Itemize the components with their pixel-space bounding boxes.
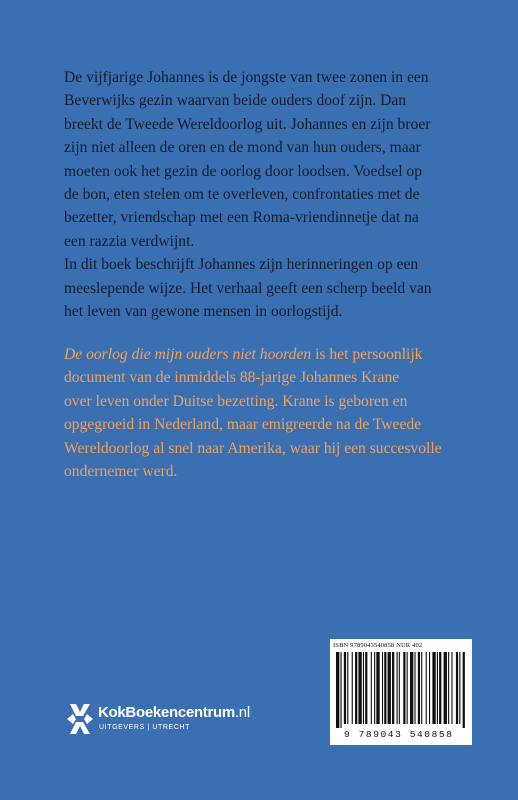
- barcode-bar: [432, 652, 435, 724]
- barcode-bar: [358, 652, 361, 724]
- barcode-bar: [365, 652, 367, 724]
- barcode-bar: [363, 652, 364, 724]
- intro-line: breekt de Tweede Wereldoorlog uit. Johannes en zijn broer: [64, 115, 431, 133]
- intro-line: De vijfjarige Johannes is de jongste van twee zonen in een: [64, 69, 429, 86]
- author-line-first: [64, 343, 464, 366]
- barcode-bar: [426, 652, 427, 724]
- barcode-bar: [344, 652, 346, 724]
- intro-line: meeslepende wijze. Het verhaal geeft een scherp beeld van: [64, 279, 432, 297]
- barcode-bar: [347, 652, 348, 724]
- barcode-bar: [376, 652, 379, 724]
- barcode-bar: [439, 652, 441, 724]
- barcode-bar: [407, 652, 408, 724]
- barcode-bar: [451, 652, 452, 724]
- intro-line: de bon, eten stelen om te overleven, confrontaties met de: [64, 186, 420, 204]
- barcode-bar: [355, 652, 357, 724]
- barcode-bar: [414, 652, 415, 724]
- isbn-label: ISBN 9789043540858 NUR 402: [333, 642, 423, 649]
- barcode-bar: [397, 652, 398, 724]
- barcode-bar: [421, 652, 422, 724]
- barcode-bar: [456, 652, 458, 724]
- publisher-name-suffix: .nl: [234, 704, 250, 721]
- publisher-logo: [66, 700, 296, 740]
- author-line: document van de inmiddels 88-jarige Johannes Krane: [64, 369, 400, 387]
- intro-line: bezetter, vriendschap met een Roma-vriendinnetje dat na: [64, 209, 419, 227]
- author-line: ondernemer werd.: [64, 463, 178, 481]
- barcode-icon: [333, 652, 469, 728]
- barcode-bar: [418, 652, 420, 724]
- intro-line: het leven van gewone mensen in oorlogstijd.: [64, 303, 343, 321]
- author-line: opgegroeid in Nederland, maar emigreerde na de Tweede: [64, 416, 422, 434]
- intro-line: In dit boek beschrijft Johannes zijn herinneringen op een: [64, 256, 419, 274]
- barcode-bar: [374, 652, 375, 724]
- intro-line: een razzia verdwijnt.: [64, 232, 195, 250]
- barcode-bar: [352, 652, 353, 724]
- intro-text: [64, 66, 464, 323]
- barcode-bar: [392, 652, 394, 724]
- barcode-bar: [429, 652, 430, 724]
- barcode-bar: [448, 652, 449, 724]
- barcode-bar: [371, 652, 372, 724]
- barcode-digits: 9 789043 540858: [344, 729, 454, 740]
- publisher-name-bold: KokBoekencentrum: [98, 704, 235, 721]
- barcode-bar: [388, 652, 391, 724]
- barcode-bar: [437, 652, 438, 724]
- publisher-name: [98, 704, 250, 721]
- barcode-bar: [399, 652, 400, 724]
- barcode-bar: [384, 652, 386, 724]
- book-title-italic: De oorlog die mijn ouders niet hoorden: [64, 346, 312, 363]
- author-text: [64, 343, 464, 483]
- barcode-bar: [403, 652, 405, 724]
- barcode-bar: [463, 652, 465, 728]
- intro-line: Beverwijks gezin waarvan beide ouders doof zijn. Dan: [64, 92, 407, 110]
- barcode-bar: [459, 652, 460, 724]
- author-line: Wereldoorlog al snel naar Amerika, waar hij een succesvolle: [64, 439, 442, 457]
- barcode-bar: [340, 652, 341, 728]
- intro-line: moeten ook het gezin de oorlog door loodsen. Voedsel op: [64, 162, 423, 180]
- barcode-bar: [336, 652, 339, 728]
- intro-line: zijn niet alleen de oren en de mond van hun ouders, maar: [64, 139, 421, 157]
- author-line-rest: is het persoonlijk: [311, 346, 423, 363]
- author-line: over leven onder Duitse bezetting. Krane is geboren en: [64, 392, 408, 410]
- barcode-box: [330, 639, 472, 745]
- publisher-subline: UITGEVERS | UTRECHT: [99, 724, 191, 731]
- barcode-bar: [410, 652, 413, 724]
- barcode-bar: [444, 652, 447, 724]
- publisher-mark-icon: [66, 702, 94, 736]
- barcode-bar: [382, 652, 383, 724]
